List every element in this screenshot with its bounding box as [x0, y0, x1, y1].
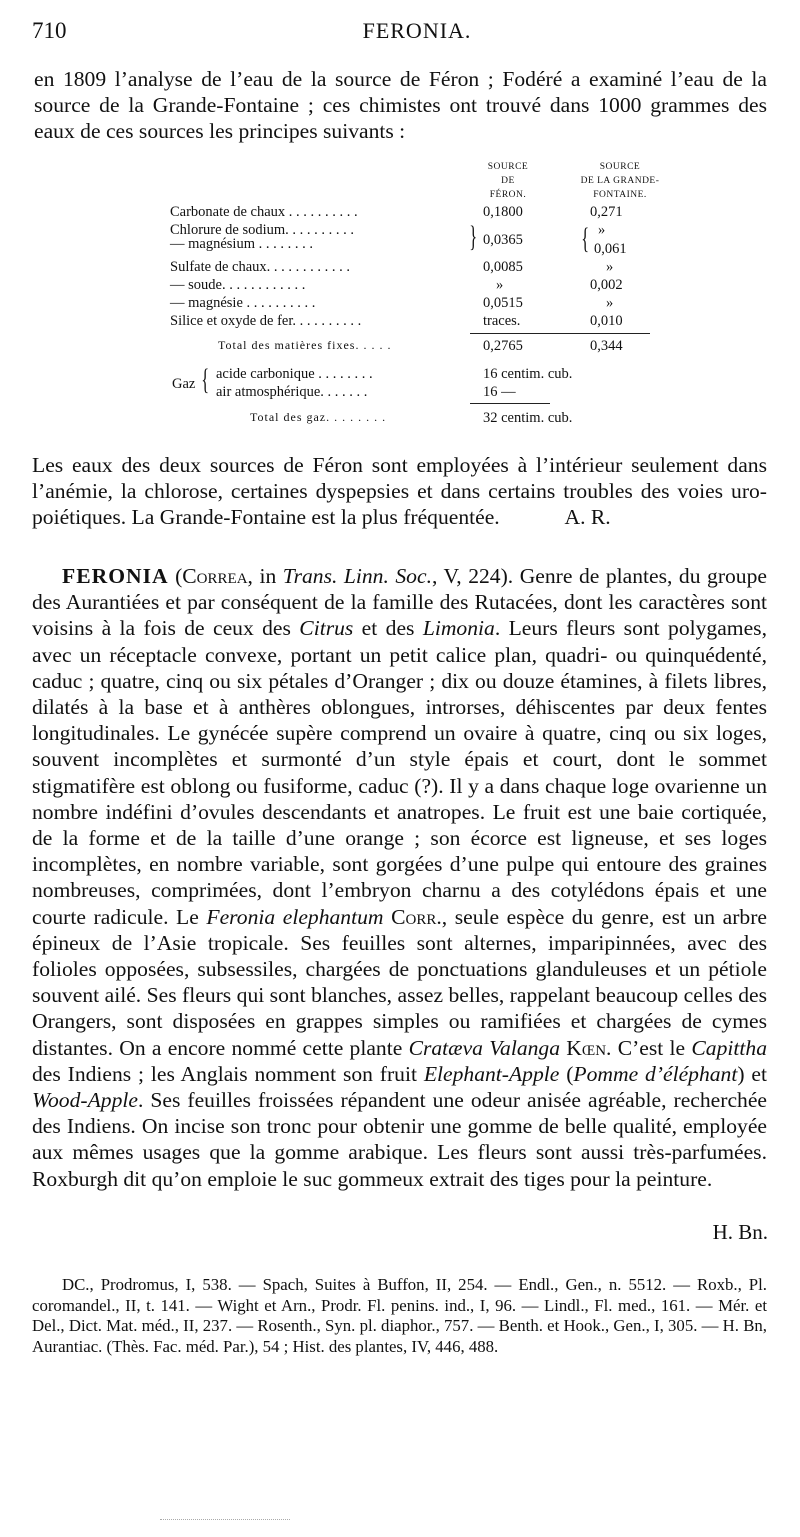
- gas-value: 16 centim. cub.: [483, 366, 573, 382]
- indications-paragraph: [32, 452, 767, 531]
- right-brace: }: [469, 220, 478, 253]
- vernacular-name: Elephant-Apple: [423, 1061, 560, 1086]
- text-run: (: [559, 1061, 574, 1086]
- value-grande-fontaine: »: [598, 222, 606, 238]
- table-row: [170, 204, 670, 222]
- total-gas-row: [170, 410, 670, 428]
- row-label: — magnésie . . . . . . . . . .: [170, 295, 316, 311]
- taxon-name: Citrus: [299, 616, 354, 641]
- bottom-dotted-rule: [160, 1519, 290, 1520]
- table-rule: [470, 333, 650, 334]
- vernacular-name: Wood-Apple: [32, 1088, 138, 1113]
- intro-line: eaux de ces sources les principes suivants :: [34, 119, 406, 144]
- value-feron: 0,0085: [483, 259, 523, 275]
- gas-brace: {: [201, 363, 210, 396]
- column-header-line: FONTAINE.: [593, 190, 647, 200]
- text-run: . Ses feuilles froissées répandent une odeur anisée agréable, recherchée des Indiens. On incise son tronc pour obtenir une gomme de belle qualité, employée aux mêmes usages que la gomme arabique. Les fleurs sont aussi très-parfumées. Roxburgh dit qu’on emploie le suc gommeux extrait des tiges pour la peinture.: [32, 1088, 767, 1191]
- value-feron: 0,0365: [483, 232, 523, 248]
- running-title: FERONIA.: [362, 18, 472, 43]
- text-run: , in: [247, 564, 283, 588]
- text-run: [384, 905, 392, 929]
- column-header-line: FÉRON.: [489, 190, 527, 200]
- text-run: C’est le: [611, 1035, 692, 1060]
- text-run: ) et: [737, 1061, 767, 1086]
- text-run: , V, 224). Genre de plantes, du groupe des Aurantiées et par conséquent de la famille des Rutacées, dont les caractères sont voisins à la fois de ceux des: [32, 564, 767, 641]
- gas-row: [170, 366, 670, 384]
- taxon-name: Limonia: [422, 616, 495, 641]
- text-run: des Indiens ; les Anglais nomment son fruit: [32, 1061, 424, 1086]
- table-row: [170, 295, 670, 313]
- text-run: (: [168, 564, 183, 588]
- gas-row: [170, 384, 670, 402]
- row-label: — magnésium . . . . . . . .: [170, 236, 313, 252]
- genus-headword: FERONIA: [62, 564, 169, 588]
- table-row: [170, 313, 670, 331]
- total-label: Total des matières fixes. . . . .: [218, 338, 392, 352]
- value-grande-fontaine: 0,010: [590, 313, 623, 329]
- author-name: Corr.: [391, 904, 442, 929]
- total-grande-fontaine: 0,344: [590, 338, 623, 354]
- row-label: Sulfate de chaux. . . . . . . . . . . .: [170, 259, 351, 275]
- bibliography: DC., Prodromus, I, 538. — Spach, Suites à Buffon, II, 254. — Endl., Gen., n. 5512. — Roxb., Pl. coromandel., II, t. 141. — Wight et Arn., Prodr. Fl. penins. ind., I, 96. — Lindl., Fl. med., 161. — Mér. et Del., Dict. Mat. méd., II, 237. — Rosenth., Syn. pl. diaphor., 757. — Benth. et Hook., Gen., I, 305. — H. Bn, Aurantiac. (Thès. Fac. méd. Par.), 54 ; Hist. des plantes, IV, 446, 488.: [32, 1275, 767, 1356]
- intro-line: en 1809 l’analyse de l’eau de la source de Féron ; Fodéré a examiné l’eau de la: [34, 67, 767, 91]
- row-label: — soude. . . . . . . . . . . .: [170, 277, 306, 293]
- author-name: Kœn.: [566, 1035, 612, 1060]
- gas-rule: [470, 403, 550, 404]
- intro-paragraph: [32, 66, 767, 145]
- value-feron: »: [496, 277, 504, 293]
- gas-value: 16 —: [483, 384, 516, 400]
- total-feron: 0,2765: [483, 338, 523, 354]
- gas-row-label: air atmosphérique. . . . . . .: [216, 384, 368, 400]
- taxon-name: Feronia elephantum: [206, 904, 384, 929]
- author-name: Correa: [182, 564, 248, 588]
- indications-text: Les eaux des deux sources de Féron sont employées à l’intérieur seulement dans l’anémie, la chlorose, certaines dyspepsies et dans certains troubles des voies uro-poiétiques. La Grande-Fontaine est la plus fréquentée.: [32, 453, 767, 530]
- page-header: [32, 18, 768, 58]
- page-number: 710: [32, 18, 67, 43]
- vernacular-name: Capittha: [691, 1035, 767, 1060]
- taxon-name: Cratæva Valanga: [408, 1035, 561, 1060]
- vernacular-name: Pomme d’éléphant: [573, 1061, 738, 1086]
- value-grande-fontaine: »: [606, 295, 614, 311]
- total-gas-label: Total des gaz. . . . . . . .: [250, 410, 387, 424]
- value-feron: 0,0515: [483, 295, 523, 311]
- row-label: Chlorure de sodium. . . . . . . . . .: [170, 222, 355, 238]
- table-row: [170, 232, 670, 257]
- gas-label-text: Gaz: [172, 376, 196, 392]
- column-header-line: SOURCE: [599, 162, 641, 172]
- left-brace: {: [581, 222, 590, 255]
- author-signature: A. R.: [564, 505, 611, 530]
- row-label: Silice et oxyde de fer. . . . . . . . . .: [170, 313, 362, 329]
- intro-line: source de la Grande-Fontaine ; ces chimistes ont trouvé dans 1000 grammes des: [34, 93, 767, 118]
- value-grande-fontaine: 0,271: [590, 204, 623, 220]
- table-row: [170, 277, 670, 295]
- column-header-line: DE LA GRANDE-: [580, 176, 660, 186]
- text-run: . Leurs fleurs sont polygames, avec un réceptacle convexe, portant un petit calice plan, quadri- ou quinquédenté, caduc ; quatre, cinq ou six pétales d’Oranger ; dix ou douze étamines, à filets libres, dilatés à la base et à anthères oblongues, introrses, déhiscentes par deux fentes longitudinales. Le gynécée supère comprend un ovaire à quatre, cinq ou six loges, souvent incomplètes et surmonté d’un style épais et court, dont le sommet stigmatifère est oblong ou fusiforme, caduc (?). Il y a dans chaque loge ovarienne un nombre indéfini d’ovules descendants et anatropes. Le fruit est une baie cortiquée, de la forme et de la taille d’une orange ; son écorce est ligneuse, et ses loges incomplètes, en nombre variable, sont gorgées d’une pulpe qui entoure des graines nombreuses, comprimées, dont l’embryon charnu a des cotylédons épais et une courte radicule. Le: [32, 616, 767, 929]
- column-header-line: SOURCE: [487, 162, 529, 172]
- value-feron: traces.: [483, 313, 521, 329]
- journal-title: Trans. Linn. Soc.: [282, 564, 432, 588]
- value-grande-fontaine: »: [606, 259, 614, 275]
- value-grande-fontaine: 0,061: [594, 241, 627, 257]
- column-header-feron: [470, 160, 546, 202]
- text-run: et des: [353, 616, 423, 641]
- row-label: Carbonate de chaux . . . . . . . . . .: [170, 204, 358, 220]
- feronia-article: [32, 563, 767, 1192]
- column-header-line: DE: [501, 176, 515, 186]
- total-gas-value: 32 centim. cub.: [483, 410, 573, 426]
- article-signature: H. Bn.: [712, 1220, 768, 1244]
- value-feron: 0,1800: [483, 204, 523, 220]
- value-grande-fontaine: 0,002: [590, 277, 623, 293]
- gas-row-label: acide carbonique . . . . . . . .: [216, 366, 373, 382]
- column-header-grande-fontaine: [570, 160, 670, 202]
- table-row: [170, 259, 670, 277]
- total-fixed-row: [170, 338, 670, 356]
- text-run: , seule espèce du genre, est un arbre épineux de l’Asie tropicale. Ses feuilles sont alternes, imparipinnées, avec des folioles opposées, subsessiles, chargées de ponctuations glanduleuses et un pétiole souvent ailé. Ses fleurs qui sont blanches, assez belles, rappelant beaucoup celles des Orangers, sont disposées en grappes simples ou ramifiées et chargées de cymes distantes. On a encore nommé cette plante: [32, 904, 767, 1060]
